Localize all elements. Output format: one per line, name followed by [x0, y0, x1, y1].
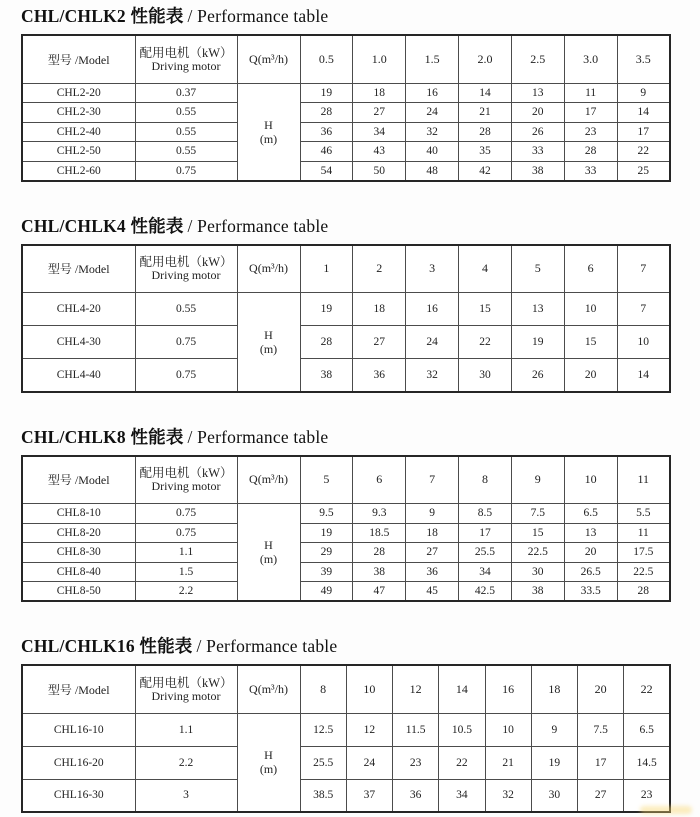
head-value-cell: 6.5 [624, 713, 670, 746]
table-row [22, 161, 670, 181]
q-value-header: 16 [485, 665, 531, 713]
motor-cell: 1.5 [135, 562, 237, 582]
col-header-motor [135, 665, 237, 713]
motor-header-line1: 配用电机（kW） [139, 255, 233, 270]
table-row [22, 326, 670, 359]
model-cell: CHL4-30 [22, 326, 135, 359]
q-value-header: 3 [406, 245, 459, 293]
q-value-header: 6 [564, 245, 617, 293]
section-title-sub: / Performance table [187, 426, 329, 447]
performance-section [21, 427, 700, 603]
head-value-cell: 18 [406, 523, 459, 543]
head-value-cell: 22 [459, 326, 512, 359]
head-value-cell: 20 [511, 103, 564, 123]
motor-header-line2: Driving motor [151, 58, 221, 73]
head-value-cell: 7.5 [578, 713, 624, 746]
head-value-cell: 38.5 [300, 779, 346, 812]
q-value-header: 10 [564, 456, 617, 504]
performance-table [21, 664, 671, 813]
head-value-cell: 32 [485, 779, 531, 812]
q-value-header: 0.5 [300, 35, 353, 83]
head-value-cell: 6.5 [564, 504, 617, 524]
table-row [22, 293, 670, 326]
section-title-main: CHL/CHLK4 性能表 [21, 215, 184, 236]
head-value-cell: 18 [353, 83, 406, 103]
head-value-cell: 13 [511, 83, 564, 103]
h-label-line1: H [264, 748, 273, 763]
q-value-header: 14 [439, 665, 485, 713]
head-value-cell: 15 [511, 523, 564, 543]
col-header-q: Q(m³/h) [237, 456, 300, 504]
table-row [22, 562, 670, 582]
head-value-cell: 19 [511, 326, 564, 359]
col-header-motor [135, 245, 237, 293]
head-value-cell: 24 [406, 103, 459, 123]
q-value-header: 5 [511, 245, 564, 293]
head-value-cell: 35 [459, 142, 512, 162]
model-cell: CHL8-50 [22, 582, 135, 602]
h-unit-cell [237, 293, 300, 392]
head-value-cell: 38 [300, 359, 353, 392]
head-value-cell: 14 [617, 103, 670, 123]
head-value-cell: 28 [300, 103, 353, 123]
performance-section [21, 636, 700, 813]
head-value-cell: 34 [459, 562, 512, 582]
table-row [22, 142, 670, 162]
head-value-cell: 11 [617, 523, 670, 543]
head-value-cell: 28 [564, 142, 617, 162]
head-value-cell: 26 [511, 122, 564, 142]
head-value-cell: 22 [439, 746, 485, 779]
col-header-model: 型号 /Model [22, 245, 135, 293]
head-value-cell: 17.5 [617, 543, 670, 563]
motor-cell: 0.37 [135, 83, 237, 103]
head-value-cell: 13 [511, 293, 564, 326]
head-value-cell: 23 [624, 779, 670, 812]
head-value-cell: 38 [353, 562, 406, 582]
section-title [21, 427, 700, 448]
head-value-cell: 42.5 [459, 582, 512, 602]
q-value-header: 2 [353, 245, 406, 293]
head-value-cell: 32 [406, 122, 459, 142]
head-value-cell: 5.5 [617, 504, 670, 524]
q-value-header: 20 [578, 665, 624, 713]
q-value-header: 2.0 [459, 35, 512, 83]
head-value-cell: 11.5 [393, 713, 439, 746]
head-value-cell: 42 [459, 161, 512, 181]
q-value-header: 7 [406, 456, 459, 504]
table-row [22, 83, 670, 103]
head-value-cell: 20 [564, 543, 617, 563]
table-row [22, 779, 670, 812]
section-title-main: CHL/CHLK2 性能表 [21, 6, 184, 26]
q-value-header: 8 [300, 665, 346, 713]
head-value-cell: 26.5 [564, 562, 617, 582]
motor-header-line2: Driving motor [151, 479, 221, 494]
section-title [21, 6, 700, 27]
motor-cell: 0.55 [135, 142, 237, 162]
motor-header-line1: 配用电机（kW） [139, 466, 233, 481]
model-cell: CHL16-10 [22, 713, 135, 746]
head-value-cell: 36 [406, 562, 459, 582]
head-value-cell: 7.5 [511, 504, 564, 524]
h-unit-cell [237, 83, 300, 181]
head-value-cell: 16 [406, 293, 459, 326]
head-value-cell: 28 [353, 543, 406, 563]
q-value-header: 22 [624, 665, 670, 713]
performance-section [21, 216, 700, 393]
head-value-cell: 47 [353, 582, 406, 602]
motor-cell: 3 [135, 779, 237, 812]
h-label-line1: H [264, 538, 273, 552]
head-value-cell: 25.5 [459, 543, 512, 563]
header-row [22, 456, 670, 504]
motor-cell: 0.55 [135, 122, 237, 142]
head-value-cell: 25.5 [300, 746, 346, 779]
head-value-cell: 9 [406, 504, 459, 524]
head-value-cell: 27 [578, 779, 624, 812]
table-row [22, 746, 670, 779]
head-value-cell: 17 [564, 103, 617, 123]
head-value-cell: 29 [300, 543, 353, 563]
model-cell: CHL2-60 [22, 161, 135, 181]
head-value-cell: 9 [531, 713, 577, 746]
model-cell: CHL2-20 [22, 83, 135, 103]
performance-section [21, 6, 700, 182]
head-value-cell: 22.5 [617, 562, 670, 582]
head-value-cell: 20 [564, 359, 617, 392]
head-value-cell: 48 [406, 161, 459, 181]
watermark-smudge [640, 806, 692, 814]
motor-cell: 2.2 [135, 582, 237, 602]
q-value-header: 5 [300, 456, 353, 504]
head-value-cell: 10 [564, 293, 617, 326]
h-unit-cell [237, 504, 300, 602]
head-value-cell: 18.5 [353, 523, 406, 543]
header-row [22, 665, 670, 713]
motor-cell: 1.1 [135, 543, 237, 563]
motor-cell: 0.75 [135, 359, 237, 392]
q-value-header: 10 [346, 665, 392, 713]
head-value-cell: 15 [459, 293, 512, 326]
head-value-cell: 7 [617, 293, 670, 326]
col-header-q: Q(m³/h) [237, 665, 300, 713]
q-value-header: 8 [459, 456, 512, 504]
head-value-cell: 34 [353, 122, 406, 142]
model-cell: CHL8-20 [22, 523, 135, 543]
performance-table [21, 34, 671, 182]
head-value-cell: 11 [564, 83, 617, 103]
h-label-line1: H [264, 327, 273, 342]
h-label-line2: (m) [259, 341, 278, 356]
q-value-header: 12 [393, 665, 439, 713]
performance-table [21, 455, 671, 603]
h-label-line2: (m) [259, 762, 278, 777]
head-value-cell: 38 [511, 161, 564, 181]
head-value-cell: 25 [617, 161, 670, 181]
head-value-cell: 19 [300, 523, 353, 543]
model-cell: CHL8-40 [22, 562, 135, 582]
model-cell: CHL16-20 [22, 746, 135, 779]
motor-cell: 0.75 [135, 504, 237, 524]
head-value-cell: 15 [564, 326, 617, 359]
col-header-model: 型号 /Model [22, 35, 135, 83]
head-value-cell: 19 [300, 293, 353, 326]
head-value-cell: 23 [564, 122, 617, 142]
section-title-sub: / Performance table [196, 636, 338, 656]
model-cell: CHL2-40 [22, 122, 135, 142]
head-value-cell: 14.5 [624, 746, 670, 779]
h-unit-cell [237, 713, 300, 812]
q-value-header: 3.5 [617, 35, 670, 83]
q-value-header: 3.0 [564, 35, 617, 83]
model-cell: CHL8-30 [22, 543, 135, 563]
header-row [22, 245, 670, 293]
motor-cell: 1.1 [135, 713, 237, 746]
head-value-cell: 14 [459, 83, 512, 103]
col-header-motor [135, 35, 237, 83]
head-value-cell: 21 [485, 746, 531, 779]
model-cell: CHL4-40 [22, 359, 135, 392]
head-value-cell: 19 [531, 746, 577, 779]
motor-header-line1: 配用电机（kW） [139, 675, 233, 690]
motor-cell: 0.75 [135, 161, 237, 181]
section-title [21, 636, 700, 657]
head-value-cell: 54 [300, 161, 353, 181]
table-row [22, 713, 670, 746]
head-value-cell: 9 [617, 83, 670, 103]
head-value-cell: 9.5 [300, 504, 353, 524]
head-value-cell: 36 [393, 779, 439, 812]
head-value-cell: 36 [353, 359, 406, 392]
head-value-cell: 43 [353, 142, 406, 162]
col-header-model: 型号 /Model [22, 665, 135, 713]
head-value-cell: 33.5 [564, 582, 617, 602]
h-label-line2: (m) [259, 552, 278, 566]
head-value-cell: 18 [353, 293, 406, 326]
q-value-header: 9 [511, 456, 564, 504]
head-value-cell: 10.5 [439, 713, 485, 746]
head-value-cell: 27 [353, 326, 406, 359]
header-row [22, 35, 670, 83]
motor-cell: 2.2 [135, 746, 237, 779]
head-value-cell: 49 [300, 582, 353, 602]
head-value-cell: 28 [617, 582, 670, 602]
head-value-cell: 16 [406, 83, 459, 103]
head-value-cell: 13 [564, 523, 617, 543]
table-row [22, 103, 670, 123]
head-value-cell: 38 [511, 582, 564, 602]
head-value-cell: 26 [511, 359, 564, 392]
head-value-cell: 22.5 [511, 543, 564, 563]
table-row [22, 523, 670, 543]
q-value-header: 4 [459, 245, 512, 293]
q-value-header: 18 [531, 665, 577, 713]
col-header-motor [135, 456, 237, 504]
col-header-model: 型号 /Model [22, 456, 135, 504]
head-value-cell: 28 [300, 326, 353, 359]
head-value-cell: 30 [511, 562, 564, 582]
model-cell: CHL4-20 [22, 293, 135, 326]
section-title-main: CHL/CHLK8 性能表 [21, 426, 184, 447]
head-value-cell: 27 [406, 543, 459, 563]
col-header-q: Q(m³/h) [237, 35, 300, 83]
head-value-cell: 28 [459, 122, 512, 142]
head-value-cell: 17 [617, 122, 670, 142]
head-value-cell: 27 [353, 103, 406, 123]
q-value-header: 6 [353, 456, 406, 504]
head-value-cell: 37 [346, 779, 392, 812]
motor-cell: 0.55 [135, 293, 237, 326]
motor-header-line2: Driving motor [151, 688, 221, 703]
model-cell: CHL2-30 [22, 103, 135, 123]
col-header-q: Q(m³/h) [237, 245, 300, 293]
table-row [22, 359, 670, 392]
head-value-cell: 24 [346, 746, 392, 779]
head-value-cell: 36 [300, 122, 353, 142]
model-cell: CHL2-50 [22, 142, 135, 162]
head-value-cell: 8.5 [459, 504, 512, 524]
table-row [22, 504, 670, 524]
head-value-cell: 10 [617, 326, 670, 359]
head-value-cell: 10 [485, 713, 531, 746]
q-value-header: 1.5 [406, 35, 459, 83]
model-cell: CHL8-10 [22, 504, 135, 524]
head-value-cell: 33 [564, 161, 617, 181]
q-value-header: 1 [300, 245, 353, 293]
model-cell: CHL16-30 [22, 779, 135, 812]
head-value-cell: 34 [439, 779, 485, 812]
head-value-cell: 33 [511, 142, 564, 162]
head-value-cell: 24 [406, 326, 459, 359]
head-value-cell: 32 [406, 359, 459, 392]
q-value-header: 7 [617, 245, 670, 293]
table-row [22, 582, 670, 602]
table-row [22, 543, 670, 563]
head-value-cell: 23 [393, 746, 439, 779]
head-value-cell: 12.5 [300, 713, 346, 746]
head-value-cell: 21 [459, 103, 512, 123]
motor-cell: 0.55 [135, 103, 237, 123]
q-value-header: 11 [617, 456, 670, 504]
table-row [22, 122, 670, 142]
head-value-cell: 30 [459, 359, 512, 392]
head-value-cell: 12 [346, 713, 392, 746]
motor-cell: 0.75 [135, 523, 237, 543]
motor-header-line2: Driving motor [151, 268, 221, 283]
head-value-cell: 19 [300, 83, 353, 103]
section-title [21, 216, 700, 237]
head-value-cell: 9.3 [353, 504, 406, 524]
q-value-header: 1.0 [353, 35, 406, 83]
head-value-cell: 40 [406, 142, 459, 162]
head-value-cell: 17 [459, 523, 512, 543]
head-value-cell: 30 [531, 779, 577, 812]
section-title-sub: / Performance table [187, 6, 329, 26]
head-value-cell: 46 [300, 142, 353, 162]
head-value-cell: 39 [300, 562, 353, 582]
section-title-main: CHL/CHLK16 性能表 [21, 636, 193, 656]
head-value-cell: 14 [617, 359, 670, 392]
head-value-cell: 45 [406, 582, 459, 602]
head-value-cell: 17 [578, 746, 624, 779]
h-label-line1: H [264, 117, 273, 132]
motor-cell: 0.75 [135, 326, 237, 359]
head-value-cell: 22 [617, 142, 670, 162]
performance-table [21, 244, 671, 393]
head-value-cell: 50 [353, 161, 406, 181]
motor-header-line1: 配用电机（kW） [139, 45, 233, 60]
h-label-line2: (m) [259, 131, 278, 146]
section-title-sub: / Performance table [187, 215, 329, 236]
q-value-header: 2.5 [511, 35, 564, 83]
